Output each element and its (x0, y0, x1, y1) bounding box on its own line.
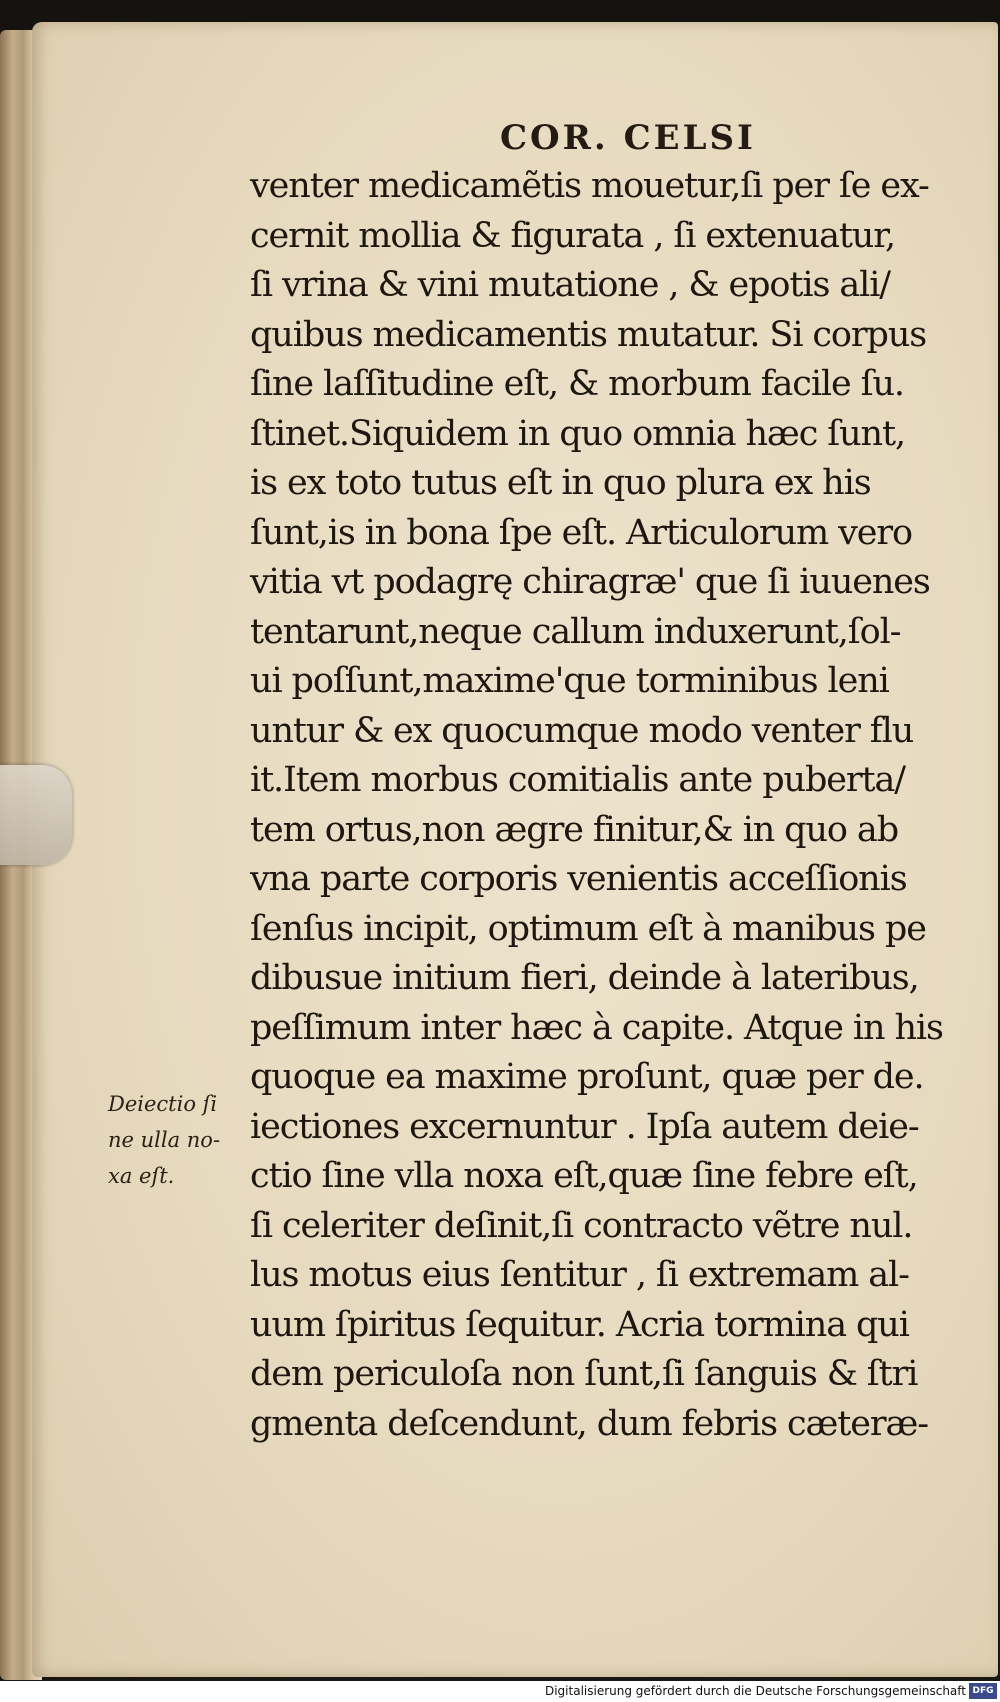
text-line: venter medicamẽtis mouetur,ſi per ſe ex- (250, 166, 929, 206)
text-line: ctio ſine vlla noxa eſt,quæ ſine febre eſt, (250, 1156, 918, 1196)
text-line: ſenſus incipit, optimum eſt à manibus pe (250, 908, 926, 949)
text-line: ui poſſunt,maxime'que torminibus leni (250, 661, 889, 701)
text-line: vitia vt podagrę chiragræ' que ſi iuuenes (250, 562, 930, 602)
text-line: ſi celeriter deſinit,ſi contracto vẽtre nul. (250, 1205, 913, 1246)
marginal-note-line: xa eſt. (108, 1164, 175, 1188)
page-clip (0, 765, 72, 865)
text-line: ſi vrina & vini mutatione , & epotis ali/ (250, 265, 890, 305)
marginal-note-line: Deiectio ſi (108, 1092, 218, 1116)
dfg-logo: DFG (969, 1683, 997, 1699)
marginal-note (108, 1086, 248, 1194)
text-line: lus motus eius ſentitur , ſi extremam al- (250, 1255, 909, 1295)
text-line: tem ortus,non ægre finitur,& in quo ab (250, 809, 898, 850)
text-line: dem periculoſa non ſunt,ſi ſanguis & ſtri (250, 1354, 918, 1394)
text-line: iectiones excernuntur . Ipſa autem deie- (250, 1106, 919, 1147)
text-line: gmenta deſcendunt, dum febris cæteræ- (250, 1403, 929, 1444)
text-line: quoque ea maxime proſunt, quæ per de. (250, 1057, 924, 1097)
text-line: is ex toto tutus eſt in quo plura ex his (250, 463, 871, 503)
body-text (250, 162, 968, 1449)
text-line: peſſimum inter hæc à capite. Atque in his (250, 1007, 943, 1048)
running-head: COR. CELSI (500, 118, 756, 158)
text-line: ſtinet.Siquidem in quo omnia hæc ſunt, (250, 413, 905, 454)
text-line: ſunt,is in bona ſpe eſt. Articulorum vero (250, 512, 913, 553)
text-line: vna parte corporis venientis acceſſionis (250, 859, 907, 899)
text-line: uum ſpiritus ſequitur. Acria tormina qui (250, 1304, 909, 1345)
marginal-note-line: ne ulla no- (108, 1128, 221, 1152)
text-line: dibusue initium fieri, deinde à lateribus, (250, 958, 919, 998)
text-line: cernit mollia & figurata , ſi extenuatur, (250, 215, 896, 256)
text-line: quibus medicamentis mutatur. Si corpus (250, 314, 927, 355)
text-line: it.Item morbus comitialis ante puberta/ (250, 760, 905, 800)
text-line: ſine laſſitudine eſt, & morbum facile ſu. (250, 364, 904, 404)
footer-bar (0, 1681, 1000, 1702)
text-line: untur & ex quocumque modo venter flu (250, 710, 914, 751)
text-line: tentarunt,neque callum induxerunt,ſol- (250, 611, 901, 652)
funding-credit: Digitalisierung gefördert durch die Deutsche Forschungsgemeinschaft (544, 1684, 966, 1698)
